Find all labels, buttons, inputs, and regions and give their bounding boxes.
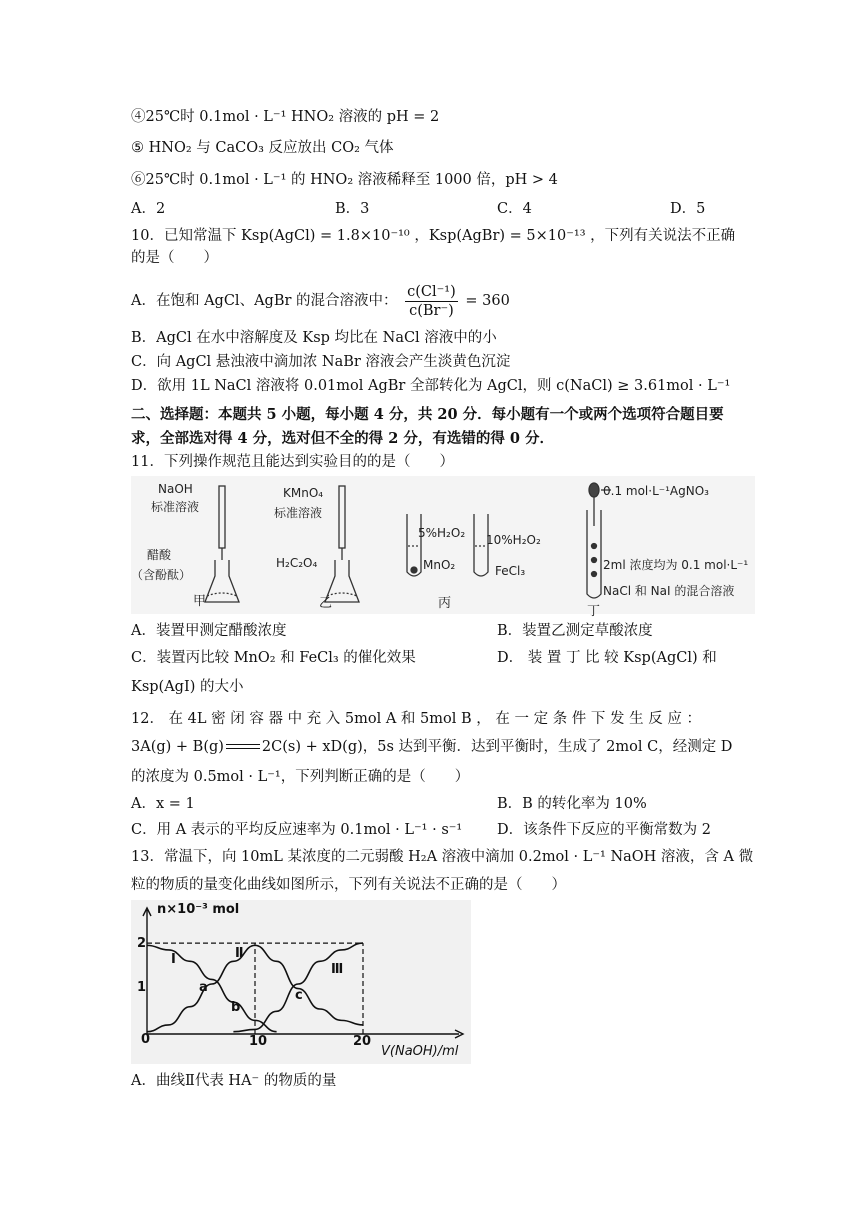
- y-tick-1: 1: [137, 980, 147, 995]
- yi-side-label: H₂C₂O₄: [276, 556, 318, 570]
- jia-top-label-2: 标准溶液: [151, 500, 200, 514]
- q11-option-b: B．装置乙测定草酸浓度: [497, 623, 653, 639]
- q12-eq-right: 2C(s) + xD(g): [261, 739, 363, 755]
- q10-option-c: C．向 AgCl 悬浊液中滴加浓 NaBr 溶液会产生淡黄色沉淀: [131, 354, 511, 370]
- q9-option-a: A．2: [131, 201, 166, 217]
- q10-fraction-den: c(Br⁻): [409, 302, 454, 319]
- curve-label-2: Ⅱ: [235, 946, 244, 961]
- q11-option-c: C．装置丙比较 MnO₂ 和 FeCl₃ 的催化效果: [131, 650, 416, 666]
- q11-option-a: A．装置甲测定醋酸浓度: [131, 623, 287, 639]
- q12-option-a: A．x = 1: [131, 796, 195, 812]
- q12-eq-left: 3A(g) + B(g): [131, 739, 224, 755]
- x-tick-10: 10: [249, 1034, 268, 1049]
- q12-line-2-tail: ，5s 达到平衡．达到平衡时，生成了 2mol C，经测定 D: [362, 739, 733, 755]
- ding-bottom-label-1: 2ml 浓度均为 0.1 mol·L⁻¹: [603, 558, 749, 572]
- x-tick-20: 20: [353, 1034, 372, 1049]
- point-label-b: b: [231, 1000, 241, 1015]
- x-tick-0: 0: [141, 1032, 151, 1047]
- point-label-c: c: [295, 988, 303, 1003]
- jia-top-label-1: NaOH: [158, 482, 193, 496]
- jia-side-label-2: （含酚酞）: [131, 568, 192, 582]
- series-line-1: [147, 945, 277, 1031]
- equilibrium-arrow-icon: [226, 742, 260, 752]
- q9-option-c: C．4: [497, 201, 532, 217]
- q9-item-4: ④25℃时 0.1mol · L⁻¹ HNO₂ 溶液的 pH = 2: [131, 109, 440, 125]
- q12-option-b: B．B 的转化率为 10%: [497, 796, 647, 812]
- point-label-a: a: [199, 980, 208, 995]
- bing-side2-label: FeCl₃: [495, 564, 526, 578]
- q10-fraction: [405, 283, 458, 320]
- bing-label: 丙: [438, 596, 452, 611]
- q12-line-3: 的浓度为 0.5mol · L⁻¹，下列判断正确的是（ ）: [131, 769, 470, 785]
- curve-label-3: Ⅲ: [331, 962, 344, 977]
- q11-option-d-2: Ksp(AgI) 的大小: [131, 679, 244, 695]
- section2-line-2: 求，全部选对得 4 分，选对但不全的得 2 分，有选错的得 0 分．: [131, 430, 555, 447]
- bing-tube1-label: 5%H₂O₂: [418, 526, 466, 540]
- q11-option-d-1: D． 装 置 丁 比 较 Ksp(AgCl) 和: [497, 650, 717, 666]
- q10-fraction-num: c(Cl⁻¹): [407, 283, 456, 300]
- q13-graph: [131, 900, 471, 1064]
- q9-item-6: ⑥25℃时 0.1mol · L⁻¹ 的 HNO₂ 溶液稀释至 1000 倍，pH > 4: [131, 172, 558, 188]
- q9-option-b: B．3: [335, 201, 370, 217]
- q12-line-2: [131, 737, 732, 757]
- q10-option-a-suffix: = 360: [465, 293, 510, 309]
- q12-option-c: C．用 A 表示的平均反应速率为 0.1mol · L⁻¹ · s⁻¹: [131, 822, 463, 838]
- q10-option-d: D．欲用 1L NaCl 溶液将 0.01mol AgBr 全部转化为 AgCl，则 c(NaCl) ≥ 3.61mol · L⁻¹: [131, 378, 731, 394]
- apparatus-yi: [325, 486, 359, 602]
- q10-option-a: [131, 281, 510, 321]
- jia-label: 甲: [193, 594, 207, 609]
- apparatus-ding: [587, 483, 611, 598]
- bing-tube2-label: 10%H₂O₂: [486, 533, 541, 547]
- section2-line-1: 二、选择题：本题共 5 小题，每小题 4 分，共 20 分．每小题有一个或两个选项符合题目要: [131, 406, 724, 423]
- jia-side-label-1: 醋酸: [147, 548, 172, 562]
- y-tick-2: 2: [137, 936, 147, 951]
- yi-label: 乙: [319, 596, 333, 611]
- q13-series: [147, 943, 363, 1032]
- q10-stem-2: 的是（ ）: [131, 250, 218, 266]
- apparatus-jia: [205, 486, 239, 602]
- q13-xlabel: V(NaOH)/ml: [381, 1044, 459, 1059]
- yi-top-label-2: 标准溶液: [274, 506, 323, 520]
- q9-option-d: D．5: [670, 201, 706, 217]
- ding-top-label: 0.1 mol·L⁻¹AgNO₃: [603, 484, 709, 498]
- bing-side1-label: MnO₂: [423, 558, 456, 572]
- q10-option-a-prefix: A．在饱和 AgCl、AgBr 的混合溶液中：: [131, 293, 398, 309]
- q12-option-d: D．该条件下反应的平衡常数为 2: [497, 822, 711, 838]
- q13-option-a: A．曲线Ⅱ代表 HA⁻ 的物质的量: [131, 1073, 337, 1089]
- q13-line-2: 粒的物质的量变化曲线如图所示，下列有关说法不正确的是（ ）: [131, 877, 566, 893]
- q10-option-b: B．AgCl 在水中溶解度及 Ksp 均比在 NaCl 溶液中的小: [131, 330, 497, 346]
- q13-line-1: 13．常温下，向 10mL 某浓度的二元弱酸 H₂A 溶液中滴加 0.2mol · L⁻¹ NaOH 溶液，含 A 微: [131, 849, 754, 865]
- q13-graph-svg: [131, 900, 471, 1064]
- ding-label: 丁: [587, 604, 601, 619]
- q11-stem: 11．下列操作规范且能达到实验目的的是（ ）: [131, 454, 454, 470]
- q12-line-1: 12． 在 4L 密 闭 容 器 中 充 入 5mol A 和 5mol B ， 在 一 定 条 件 下 发 生 反 应 ：: [131, 711, 701, 727]
- q11-apparatus-figure: [131, 476, 755, 619]
- q9-item-5: ⑤ HNO₂ 与 CaCO₃ 反应放出 CO₂ 气体: [131, 140, 394, 156]
- q13-axes: [143, 908, 463, 1038]
- curve-label-1: Ⅰ: [171, 952, 176, 967]
- q13-ylabel: n×10⁻³ mol: [157, 902, 240, 917]
- ding-bottom-label-2: NaCl 和 NaI 的混合溶液: [603, 584, 735, 598]
- q10-stem-1: 10．已知常温下 Ksp(AgCl) = 1.8×10⁻¹⁰ ，Ksp(AgBr) = 5×10⁻¹³ ，下列有关说法不正确: [131, 228, 736, 244]
- yi-top-label-1: KMnO₄: [283, 486, 324, 500]
